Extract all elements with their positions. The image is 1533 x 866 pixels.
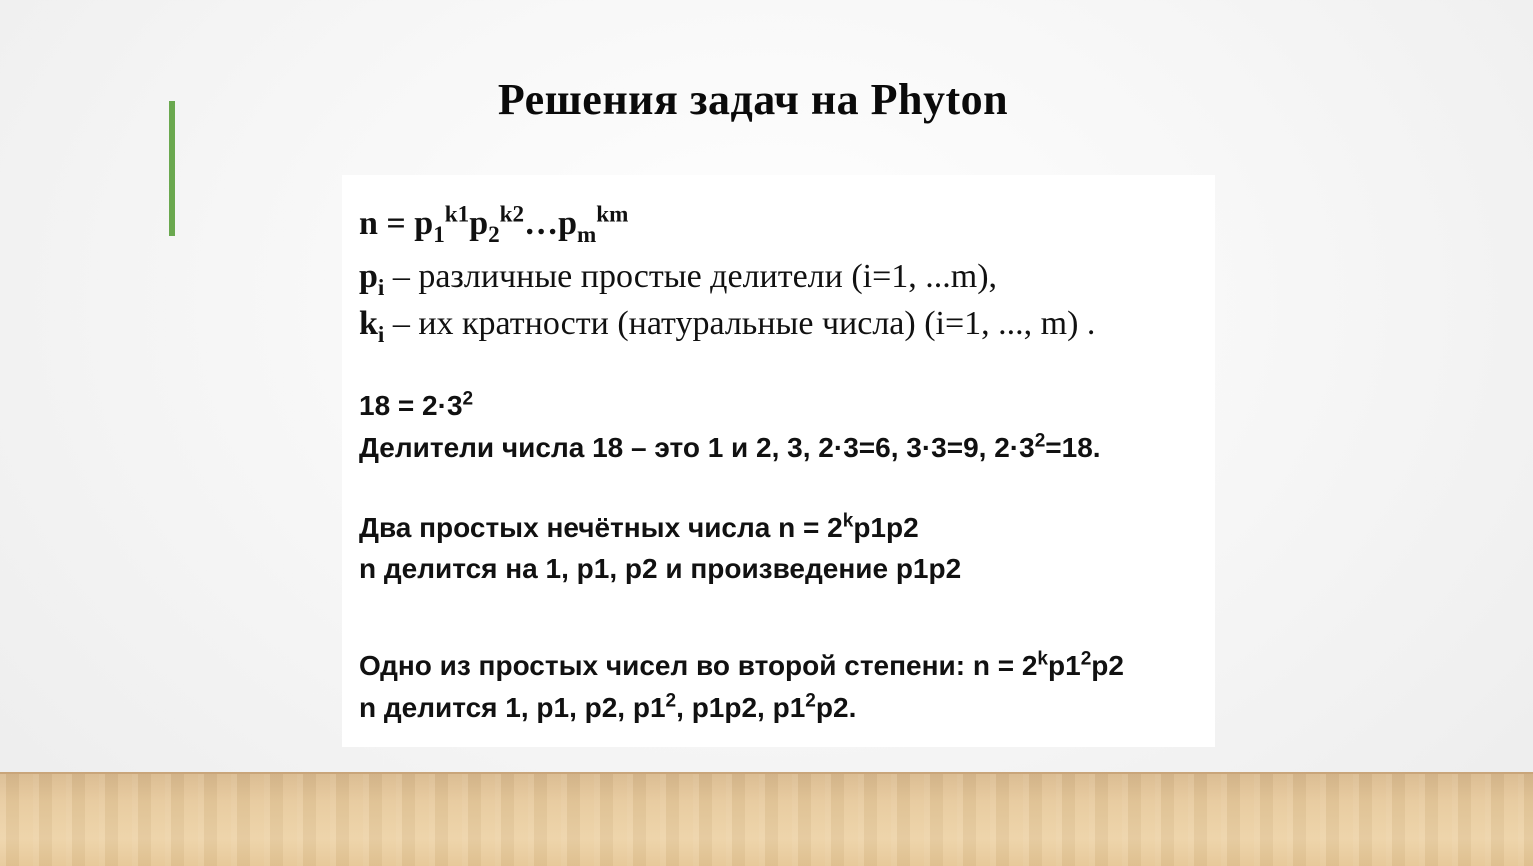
example-18: $18 = 2\cdot 3^2$ bbox=[359, 388, 474, 421]
square-prime: Одно из простых чисел во второй степени: $n = 2^kp1^2p2$ bbox=[359, 648, 1124, 681]
slide-title: Решения задач на Phyton bbox=[497, 75, 1009, 124]
content-image bbox=[342, 175, 1215, 747]
wood-floor-background bbox=[0, 772, 1533, 866]
two-odd-primes: Два простых нечётных числа $n = 2^kp1p2$ bbox=[359, 510, 919, 543]
pi-definition: $p_i$ – различные простые делители (i=1, ...m), bbox=[359, 258, 998, 301]
factorization-formula: $n = p_1^{k1}p_2^{k2}\dots p_m^{km}$ bbox=[359, 201, 629, 248]
divides-line-2: n делится 1, p1, p2, $p1^2$, p1p2, $p1^2p2$. bbox=[359, 690, 857, 723]
divisors-of-18: Делители числа 18 – это 1 и 2, 3, 2·3=6, 3·3=9, $2\cdot 3^2=18$. bbox=[359, 430, 1101, 463]
ki-definition: $k_i$ – их кратности (натуральные числа) (i=1, ..., m) . bbox=[359, 305, 1096, 348]
divides-line-1: n делится на 1, p1, p2 и произведение p1p2 bbox=[359, 553, 962, 584]
